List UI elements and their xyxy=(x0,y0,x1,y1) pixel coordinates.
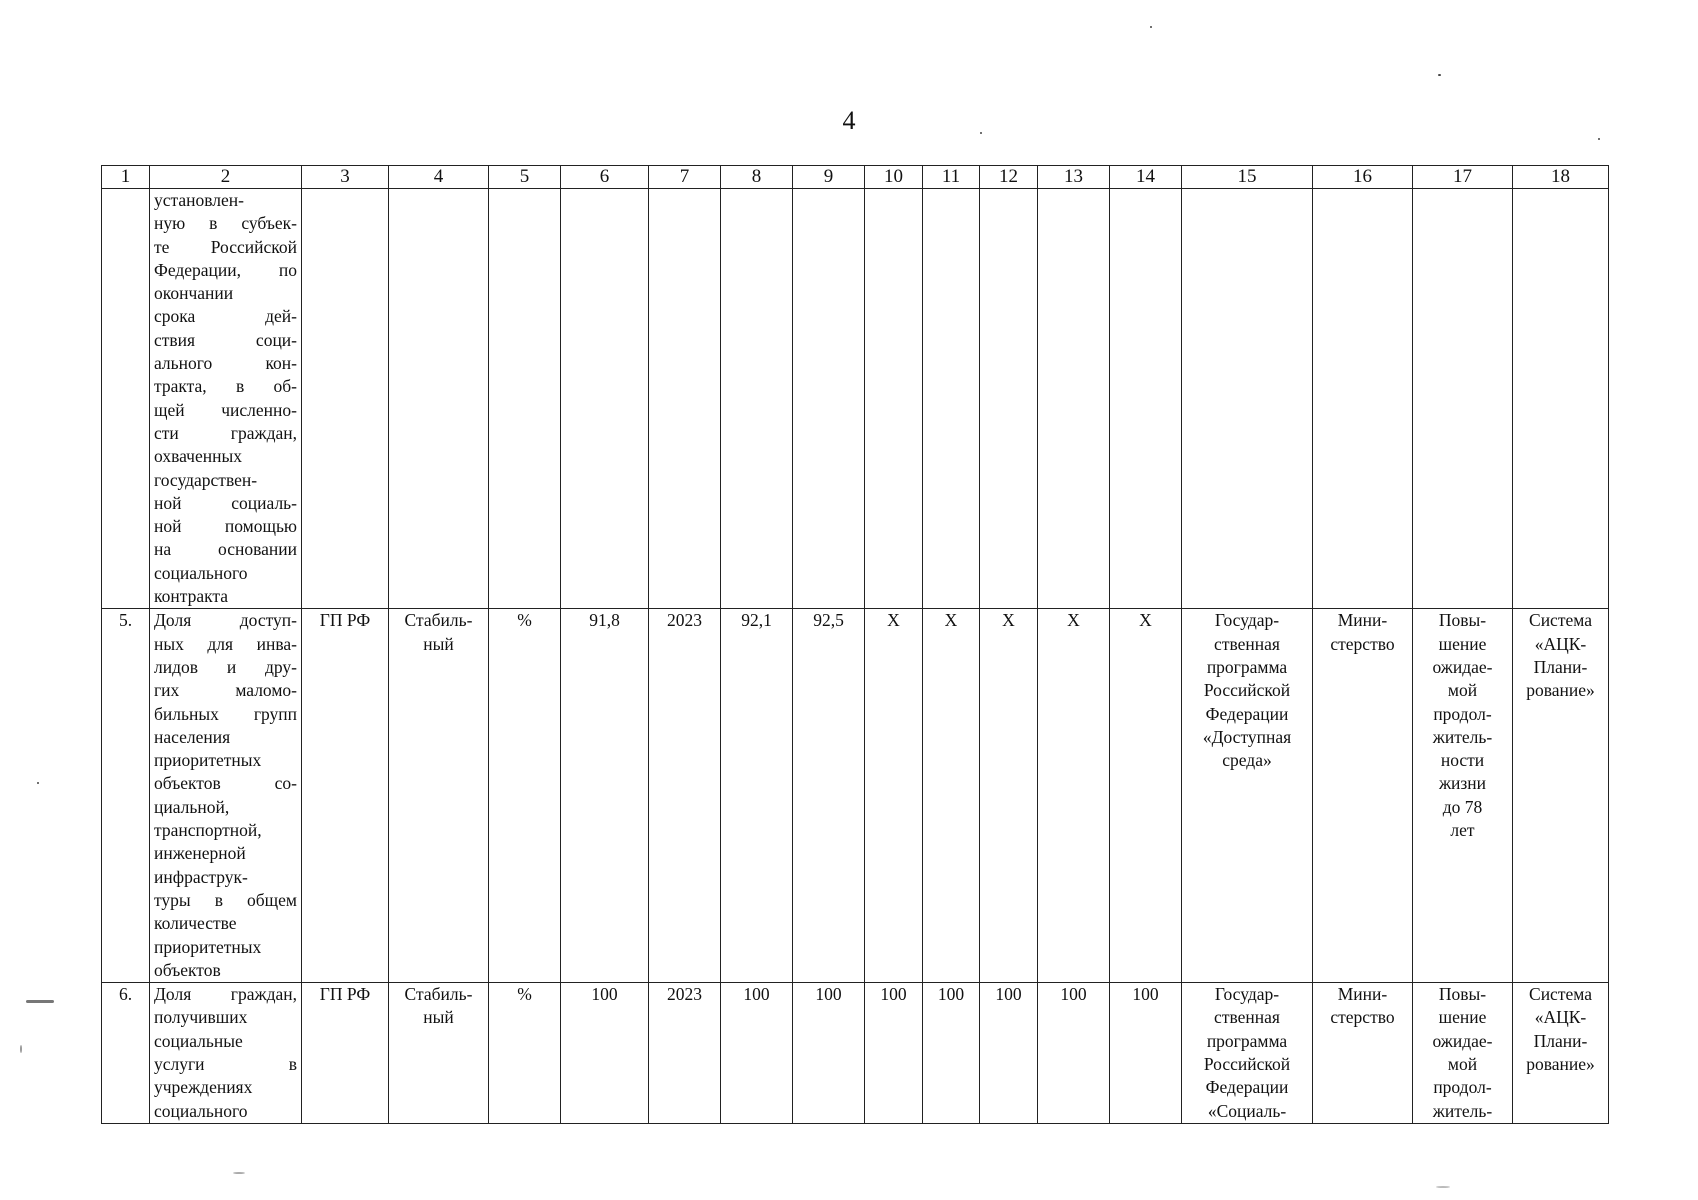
cell-text: 2023 xyxy=(667,610,702,631)
header-cell-11: 11 xyxy=(923,166,980,189)
row-number-cell: 6. xyxy=(102,983,150,1124)
cell-col-12 xyxy=(980,983,1038,1124)
indicator-name-line: установлен- xyxy=(154,190,244,210)
indicator-name-line: Федерации, по xyxy=(154,259,297,280)
cell-text: 100 xyxy=(743,984,770,1005)
indicator-name-line: учреждениях xyxy=(154,1077,253,1098)
cell-col-16 xyxy=(1313,983,1413,1124)
cell-col-3 xyxy=(302,189,389,609)
cell-text: Система «АЦК- Плани- рование» xyxy=(1526,610,1595,701)
indicator-name-line: приоритетных xyxy=(154,750,262,771)
indicator-name-line: приоритетных xyxy=(154,936,262,957)
cell-col-16 xyxy=(1313,609,1413,983)
cell-text: Система «АЦК- Плани- рование» xyxy=(1526,984,1595,1074)
cell-col-4 xyxy=(389,983,489,1124)
cell-col-6 xyxy=(561,609,649,983)
indicator-name-line: ной социаль- xyxy=(154,492,297,513)
indicator-table xyxy=(101,165,1609,1124)
table-row xyxy=(102,189,1609,609)
header-cell-5: 5 xyxy=(489,166,561,189)
cell-text: Повы- шение ожидае- мой продол- житель- xyxy=(1432,984,1493,1121)
scan-speck xyxy=(980,132,982,134)
header-cell-13: 13 xyxy=(1038,166,1110,189)
scan-speck xyxy=(1598,138,1600,140)
cell-text: 100 xyxy=(1132,984,1159,1005)
cell-text: X xyxy=(944,610,958,631)
header-cell-3: 3 xyxy=(302,166,389,189)
cell-col-11 xyxy=(923,189,980,609)
cell-text: Стабиль- ный xyxy=(404,610,473,654)
cell-col-17 xyxy=(1413,609,1513,983)
indicator-name-cell xyxy=(150,983,302,1124)
header-cell-15: 15 xyxy=(1182,166,1313,189)
header-cell-18: 18 xyxy=(1513,166,1609,189)
cell-col-11 xyxy=(923,983,980,1124)
cell-text: Стабиль- ный xyxy=(404,984,473,1028)
cell-col-18 xyxy=(1513,609,1609,983)
cell-col-11 xyxy=(923,609,980,983)
indicator-name-line: получивших xyxy=(154,1007,248,1028)
scan-speck xyxy=(1150,26,1152,28)
indicator-name-line: гих маломо- xyxy=(154,680,297,701)
indicator-name-line: количестве xyxy=(154,913,237,934)
cell-text: X xyxy=(887,610,900,631)
header-row xyxy=(102,166,1609,189)
cell-col-6 xyxy=(561,189,649,609)
table-row xyxy=(102,609,1609,983)
cell-col-9 xyxy=(793,983,865,1124)
cell-col-17 xyxy=(1413,189,1513,609)
cell-text: 100 xyxy=(880,984,907,1005)
cell-text: X xyxy=(1002,610,1015,631)
cell-col-5 xyxy=(489,983,561,1124)
indicator-name-cell xyxy=(150,189,302,609)
cell-col-14 xyxy=(1110,609,1182,983)
indicator-name-line: социального xyxy=(154,562,248,583)
row-number-cell: 5. xyxy=(102,609,150,983)
cell-text: X xyxy=(1139,610,1152,631)
header-cell-4: 4 xyxy=(389,166,489,189)
indicator-name-line: услуги в xyxy=(154,1053,297,1074)
cell-text: 92,1 xyxy=(741,610,772,631)
indicator-name-line: окончании xyxy=(154,283,234,304)
header-cell-9: 9 xyxy=(793,166,865,189)
indicator-name-line: объектов со- xyxy=(154,773,297,794)
cell-col-5 xyxy=(489,189,561,609)
cell-col-3 xyxy=(302,609,389,983)
cell-col-13 xyxy=(1038,189,1110,609)
cell-text: % xyxy=(517,984,532,1005)
indicator-name-line: ной помощью xyxy=(154,516,297,537)
indicator-name-line: бильных групп xyxy=(154,703,297,724)
indicator-name-cell xyxy=(150,609,302,983)
table-row xyxy=(102,983,1609,1124)
indicator-name-line: те Российской xyxy=(154,236,297,257)
indicator-name-line: инфраструк- xyxy=(154,866,248,887)
cell-text: % xyxy=(517,610,532,631)
indicator-name-line: социального xyxy=(154,1100,248,1121)
cell-col-17 xyxy=(1413,983,1513,1124)
indicator-name-line: охваченных xyxy=(154,446,242,467)
cell-col-7 xyxy=(649,189,721,609)
indicator-name-line: Доля граждан, xyxy=(154,984,297,1005)
cell-text: ГП РФ xyxy=(319,610,371,631)
cell-col-4 xyxy=(389,609,489,983)
indicator-name-line: лидов и дру- xyxy=(154,656,297,677)
cell-col-18 xyxy=(1513,189,1609,609)
cell-col-8 xyxy=(721,189,793,609)
indicator-name-line: ных для инва- xyxy=(154,633,297,654)
cell-text: 2023 xyxy=(667,984,702,1005)
cell-col-10 xyxy=(865,189,923,609)
cell-text: 100 xyxy=(591,984,618,1005)
header-cell-7: 7 xyxy=(649,166,721,189)
cell-col-16 xyxy=(1313,189,1413,609)
header-cell-16: 16 xyxy=(1313,166,1413,189)
cell-col-13 xyxy=(1038,983,1110,1124)
indicator-name-line: государствен- xyxy=(154,469,258,490)
cell-col-14 xyxy=(1110,189,1182,609)
indicator-name-line: контракта xyxy=(154,586,229,607)
indicator-name-line: социальные xyxy=(154,1030,243,1051)
cell-col-10 xyxy=(865,609,923,983)
scan-speck xyxy=(26,1000,54,1003)
cell-text: 91,8 xyxy=(589,610,620,631)
indicator-name-line: щей численно- xyxy=(154,399,297,420)
cell-text: 100 xyxy=(937,984,965,1005)
header-cell-1: 1 xyxy=(102,166,150,189)
indicator-name-line: ную в субъек- xyxy=(154,213,297,234)
indicator-name-line: инженерной xyxy=(154,843,246,864)
header-cell-12: 12 xyxy=(980,166,1038,189)
scan-speck xyxy=(233,1172,245,1174)
cell-col-8 xyxy=(721,609,793,983)
indicator-name-line: ального кон- xyxy=(154,353,297,374)
cell-col-15 xyxy=(1182,609,1313,983)
header-cell-14: 14 xyxy=(1110,166,1182,189)
cell-col-6 xyxy=(561,983,649,1124)
cell-col-14 xyxy=(1110,983,1182,1124)
indicator-name-line: Доля доступ- xyxy=(154,610,297,631)
cell-col-9 xyxy=(793,189,865,609)
indicator-name-line: сти граждан, xyxy=(154,422,297,443)
cell-col-8 xyxy=(721,983,793,1124)
header-cell-6: 6 xyxy=(561,166,649,189)
scan-speck xyxy=(20,1045,22,1053)
cell-col-4 xyxy=(389,189,489,609)
cell-col-3 xyxy=(302,983,389,1124)
indicator-name-line: срока дей- xyxy=(154,306,297,327)
cell-text: Мини- стерство xyxy=(1330,984,1395,1028)
cell-text: 92,5 xyxy=(813,610,844,631)
scan-speck xyxy=(1436,1186,1450,1188)
indicator-name-line: объектов xyxy=(154,959,221,980)
cell-text: 100 xyxy=(815,984,842,1005)
indicator-name-line: циальной, xyxy=(154,796,230,817)
cell-col-7 xyxy=(649,983,721,1124)
cell-col-13 xyxy=(1038,609,1110,983)
cell-col-18 xyxy=(1513,983,1609,1124)
cell-col-15 xyxy=(1182,189,1313,609)
cell-col-7 xyxy=(649,609,721,983)
cell-col-12 xyxy=(980,609,1038,983)
scan-speck xyxy=(1438,74,1441,76)
header-cell-17: 17 xyxy=(1413,166,1513,189)
cell-text: 100 xyxy=(1060,984,1087,1005)
cell-text: ГП РФ xyxy=(319,984,371,1005)
cell-text: Государ- ственная программа Российской Федерации «Доступная среда» xyxy=(1202,610,1292,771)
cell-col-9 xyxy=(793,609,865,983)
header-cell-2: 2 xyxy=(150,166,302,189)
cell-col-10 xyxy=(865,983,923,1124)
cell-text: X xyxy=(1067,610,1080,631)
cell-text: 100 xyxy=(995,984,1022,1005)
indicator-name-line: населения xyxy=(154,726,231,747)
cell-col-15 xyxy=(1182,983,1313,1124)
cell-text: Государ- ственная программа Российской Федерации «Социаль- xyxy=(1203,984,1291,1121)
row-number-cell xyxy=(102,189,150,609)
indicator-name-line: тракта, в об- xyxy=(154,376,297,397)
cell-text: Повы- шение ожидае- мой продол- житель- ности жизни до 78 лет xyxy=(1432,610,1493,841)
indicator-name-line: ствия соци- xyxy=(154,329,297,350)
cell-col-5 xyxy=(489,609,561,983)
cell-col-12 xyxy=(980,189,1038,609)
cell-text: Мини- стерство xyxy=(1330,610,1395,654)
scan-speck xyxy=(37,782,39,784)
indicator-name-line: на основании xyxy=(154,539,297,560)
header-cell-10: 10 xyxy=(865,166,923,189)
page-number: 4 xyxy=(842,106,856,135)
header-cell-8: 8 xyxy=(721,166,793,189)
indicator-name-line: транспортной, xyxy=(154,820,262,841)
indicator-name-line: туры в общем xyxy=(154,889,297,910)
